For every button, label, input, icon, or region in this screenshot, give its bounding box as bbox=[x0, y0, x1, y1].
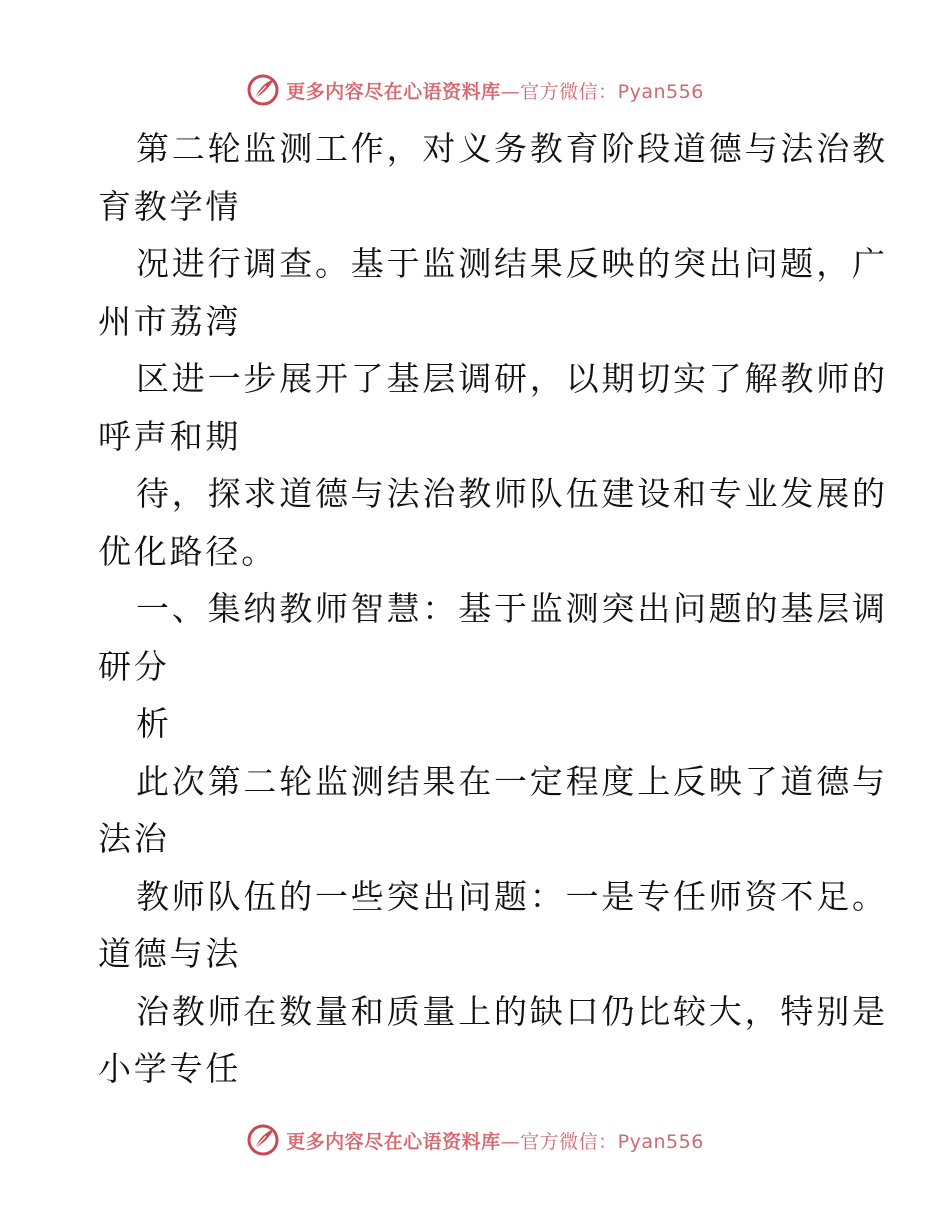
body-line: 一、集纳教师智慧：基于监测突出问题的基层调 bbox=[136, 589, 888, 628]
feather-pen-logo-icon bbox=[246, 1123, 280, 1157]
body-line: 州市荔湾 bbox=[98, 301, 242, 341]
header-banner-text bbox=[286, 77, 704, 104]
body-line: 区进一步展开了基层调研，以期切实了解教师的 bbox=[136, 359, 888, 398]
body-line: 法治 bbox=[98, 819, 170, 858]
footer-banner-wechat: 官方微信：Pyan556 bbox=[520, 1130, 704, 1153]
document-body bbox=[98, 120, 888, 1098]
body-line: 况进行调查。基于监测结果反映的突出问题，广 bbox=[136, 244, 888, 283]
header-banner-dash: — bbox=[500, 80, 521, 103]
header-banner-wechat: 官方微信：Pyan556 bbox=[520, 80, 704, 103]
body-line: 呼声和期 bbox=[98, 416, 242, 456]
footer-banner-text bbox=[286, 1127, 704, 1154]
body-line: 第二轮监测工作，对义务教育阶段道德与法治教 bbox=[136, 129, 888, 168]
footer-banner-dash: — bbox=[500, 1130, 521, 1153]
header-banner-main: 更多内容尽在心语资料库 bbox=[286, 80, 501, 103]
body-line: 教师队伍的一些突出问题：一是专任师资不足。 bbox=[136, 876, 888, 916]
body-line: 优化路径。 bbox=[98, 531, 277, 571]
body-line: 育教学情 bbox=[98, 186, 242, 226]
footer-banner bbox=[0, 1122, 950, 1158]
body-line: 待，探求道德与法治教师队伍建设和专业发展的 bbox=[136, 474, 888, 513]
body-line: 治教师在数量和质量上的缺口仍比较大，特别是 bbox=[136, 991, 888, 1031]
body-line: 小学专任 bbox=[98, 1049, 242, 1088]
body-line: 此次第二轮监测结果在一定程度上反映了道德与 bbox=[136, 761, 888, 801]
feather-pen-logo-icon bbox=[246, 73, 280, 107]
header-banner bbox=[0, 72, 950, 108]
body-line: 析 bbox=[136, 704, 172, 743]
body-line: 道德与法 bbox=[98, 934, 242, 973]
footer-banner-main: 更多内容尽在心语资料库 bbox=[286, 1130, 501, 1153]
body-line: 研分 bbox=[98, 646, 170, 686]
